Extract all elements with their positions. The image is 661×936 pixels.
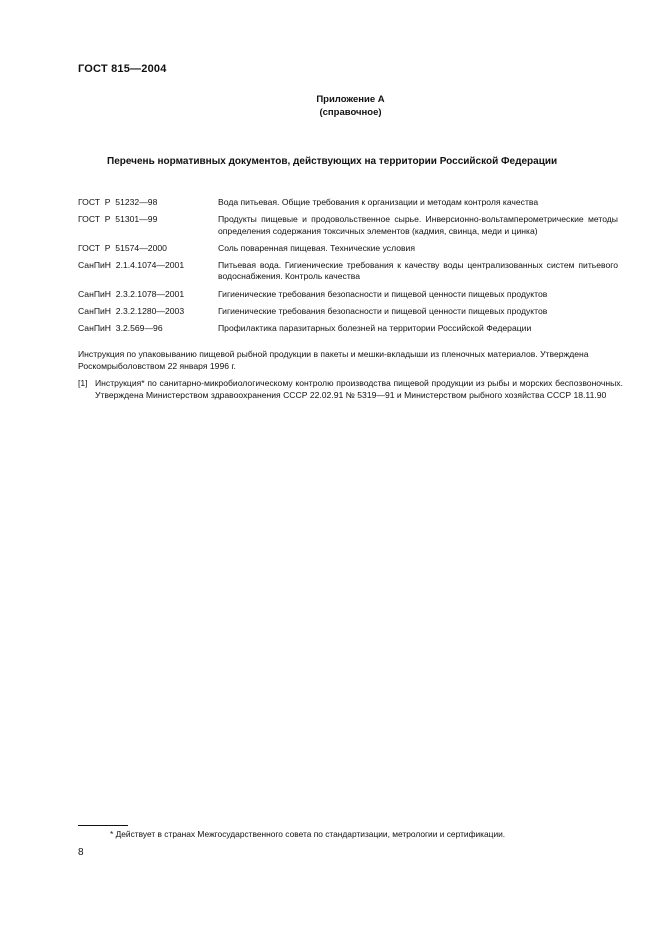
annex-subtitle: (справочное)	[319, 107, 382, 118]
reference-code: СанПиН 2.3.2.1078—2001	[78, 288, 185, 299]
reference-row	[78, 289, 618, 301]
instruction-paragraph: Инструкция по упаковыванию пищевой рыбной продукции в пакеты и мешки-вкладыши из пленочных материалов. Утверждена Роскомрыболовством 22 января 1996 г.	[78, 349, 589, 371]
reference-code: ГОСТ Р 51232—98	[78, 197, 158, 207]
document-code: ГОСТ 815—2004	[78, 63, 167, 75]
reference-row	[78, 197, 618, 209]
footnote-divider	[78, 825, 128, 826]
reference-row	[78, 306, 618, 318]
reference-description: Гигиенические требования безопасности и пищевой ценности пищевых продуктов	[218, 305, 548, 316]
reference-row	[78, 243, 618, 255]
page-number: 8	[78, 847, 84, 858]
list-title: Перечень нормативных документов, действующих на территории Российской Федерации	[107, 156, 558, 167]
reference-code: ГОСТ Р 51574—2000	[78, 242, 167, 253]
bibliography-text: Инструкция* по санитарно-микробиологическому контролю производства пищевой продукции из рыбы и морских беспозвоночных. Утверждена Министерством здравоохранения СССР 22.02.91 № 5319—91 и Министерством рыбного хозяйства СССР 18.11.90	[95, 378, 623, 400]
reference-row	[78, 214, 618, 237]
reference-code: ГОСТ Р 51301—99	[78, 214, 158, 225]
reference-description: Продукты пищевые и продовольственное сырье. Инверсионно-вольтамперометрические методы определения содержания токсичных элементов (кадмия, свинца, меди и цинка)	[218, 214, 618, 236]
reference-description: Соль поваренная пищевая. Технические условия	[218, 242, 416, 253]
reference-description: Вода питьевая. Общие требования к организации и методам контроля качества	[218, 197, 539, 207]
reference-description: Гигиенические требования безопасности и пищевой ценности пищевых продуктов	[218, 288, 548, 299]
reference-row	[78, 260, 618, 283]
reference-code: СанПиН 2.1.4.1074—2001	[78, 259, 185, 270]
annex-title: Приложение А	[316, 94, 385, 105]
reference-code: СанПиН 2.3.2.1280—2003	[78, 305, 185, 316]
bibliography-entry	[78, 378, 623, 401]
reference-description: Профилактика паразитарных болезней на территории Российской Федерации	[218, 322, 532, 333]
reference-description: Питьевая вода. Гигиенические требования к качеству воды централизованных систем питьевого водоснабжения. Контроль качества	[218, 259, 618, 282]
reference-code: СанПиН 3.2.569—96	[78, 322, 163, 333]
bibliography-number: [1]	[78, 378, 88, 388]
reference-row	[78, 323, 618, 335]
footnote: * Действует в странах Межгосударственного совета по стандартизации, метрологии и сертификации.	[110, 829, 506, 839]
reference-table	[78, 197, 618, 340]
